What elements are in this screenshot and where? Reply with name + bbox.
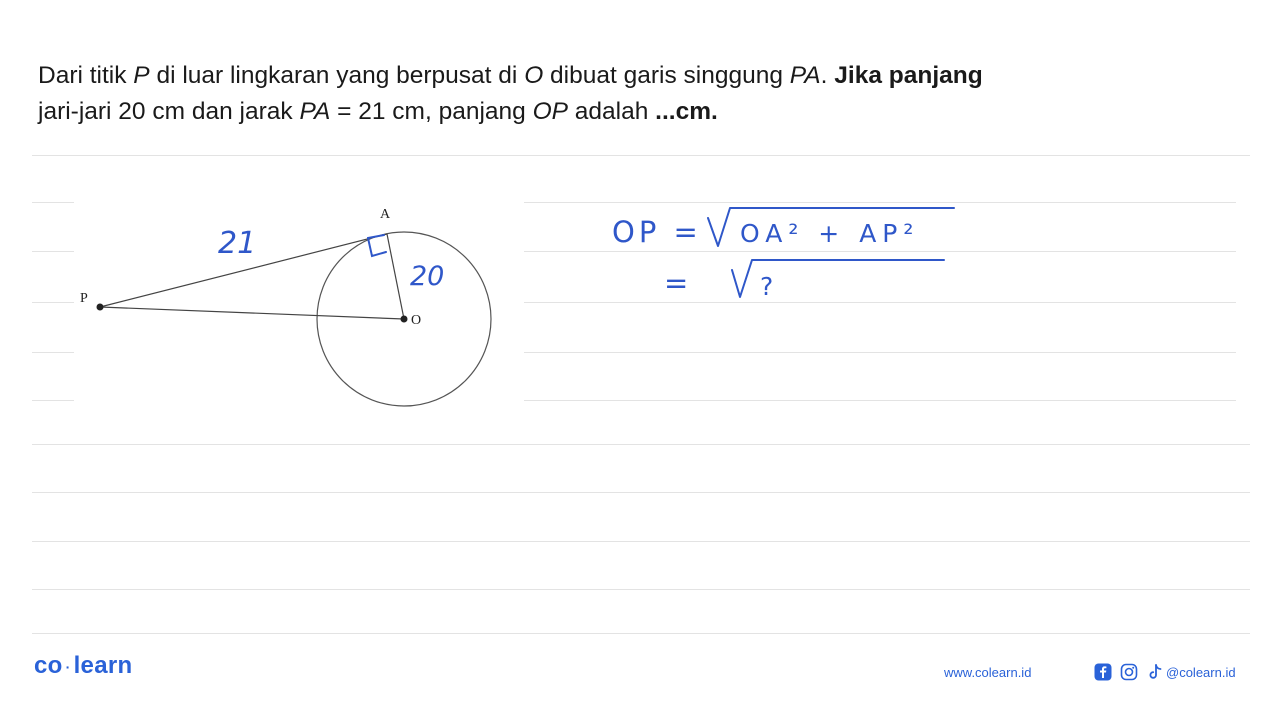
point-p	[97, 304, 104, 311]
logo-text-co: co	[34, 652, 63, 679]
radius-oa	[387, 234, 404, 319]
working-line2-lhs: =	[664, 266, 689, 300]
working-line1-lhs: OP =	[612, 215, 702, 249]
question-part: jari-jari 20 cm dan jarak	[38, 98, 300, 125]
instagram-icon[interactable]	[1120, 663, 1138, 681]
handwritten-21: 21	[218, 226, 257, 261]
logo-text-learn: learn	[73, 652, 133, 679]
website-link[interactable]: www.colearn.id	[944, 665, 1032, 680]
question-part: dibuat garis singgung	[543, 62, 790, 89]
question-part: = 21 cm, panjang	[330, 98, 533, 125]
working-line1-radicand: OA² + AP²	[740, 219, 920, 248]
segment-pa-label: PA	[299, 98, 331, 125]
label-a: A	[380, 207, 391, 222]
facebook-icon[interactable]	[1094, 663, 1112, 681]
question-part-bold: Jika panjang	[834, 62, 983, 89]
right-angle-mark	[368, 238, 386, 256]
point-p-label: P	[133, 62, 150, 89]
question-part-bold: ...cm.	[655, 98, 718, 125]
question-part: Dari titik	[38, 62, 134, 89]
handwritten-20: 20	[410, 261, 445, 292]
colearn-logo[interactable]	[34, 652, 132, 680]
question-part: adalah	[567, 98, 656, 125]
label-p: P	[80, 291, 88, 306]
tiktok-icon[interactable]	[1146, 663, 1164, 681]
segment-pa-label: PA	[789, 62, 821, 89]
working-line2-radicand: ?	[760, 272, 774, 301]
point-o-label: O	[524, 62, 544, 89]
right-angle-mark	[368, 235, 384, 238]
label-o: O	[411, 313, 422, 328]
line-po	[100, 307, 404, 319]
segment-op-label: OP	[532, 98, 568, 125]
question-part: di luar lingkaran yang berpusat di	[149, 62, 525, 89]
point-o	[401, 316, 408, 323]
question-part: .	[820, 62, 835, 89]
logo-dot: ·	[65, 658, 71, 675]
social-handle[interactable]: @colearn.id	[1166, 665, 1236, 680]
